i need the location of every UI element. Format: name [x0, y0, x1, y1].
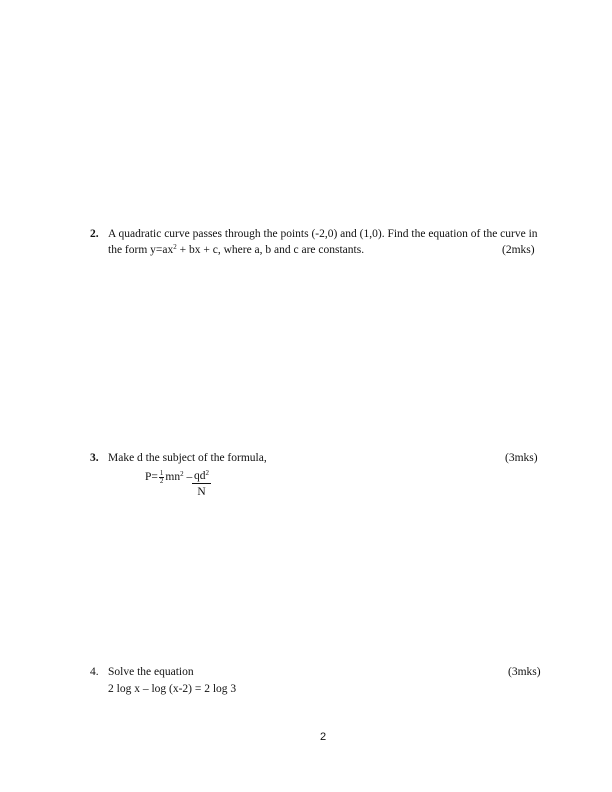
question-2-number: 2. [90, 228, 99, 240]
fraction-half: $\frac{1}{2}$ [159, 469, 164, 485]
question-4-text: Solve the equation [108, 666, 194, 678]
question-4-marks: (3mks) [508, 666, 541, 678]
formula-fraction [192, 470, 211, 498]
formula-denominator: N [197, 486, 206, 498]
question-3-marks: (3mks) [505, 452, 538, 464]
question-3-number: 3. [90, 452, 99, 464]
question-2-text-line2: the form $y=ax^2$ + bx + c, where a, b and c are constants. [108, 243, 365, 256]
question-4-number: 4. [90, 666, 99, 678]
question-2-text-line1: A quadratic curve passes through the points (-2,0) and (1,0). Find the equation of the curve in [108, 228, 538, 240]
question-2-marks: (2mks) [502, 244, 535, 256]
question-4-equation: 2 log x – log (x-2) = 2 log 3 [108, 683, 237, 695]
exponent: 2 [173, 243, 177, 251]
page-number: 2 [320, 731, 327, 743]
formula-numerator: $qd^2$ [194, 469, 209, 482]
question-3-text: Make d the subject of the formula, [108, 452, 267, 464]
formula-lhs: P= $\frac{1}{2}$ $mn^2$ – [145, 469, 193, 485]
